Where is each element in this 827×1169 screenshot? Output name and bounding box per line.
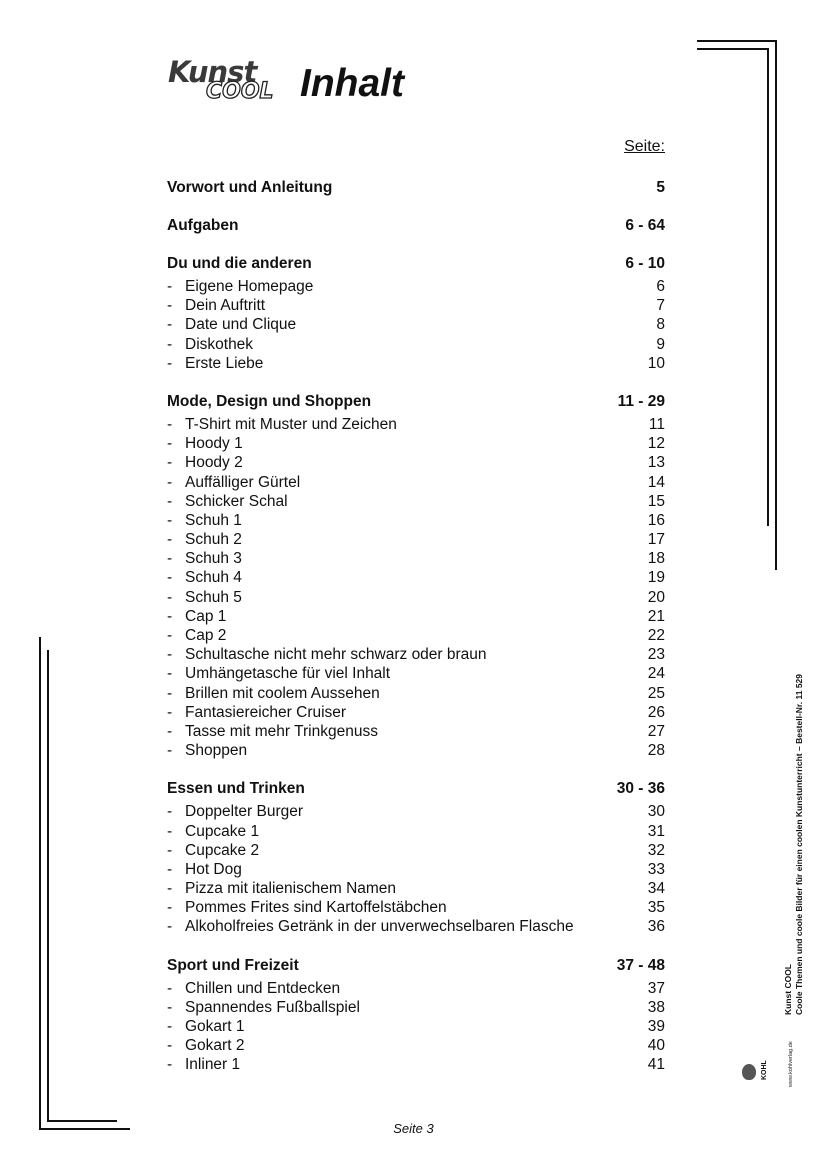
- toc-item: [167, 315, 665, 334]
- bullet-dash: -: [167, 803, 173, 821]
- toc-item-page: 18: [647, 550, 665, 568]
- toc-item-label: Hot Dog: [185, 860, 242, 878]
- toc-item-page: 38: [647, 998, 665, 1016]
- toc-item-page: 36: [647, 918, 665, 936]
- section-pages: 11 - 29: [617, 392, 665, 410]
- toc-section: [167, 246, 665, 373]
- section-heading: [167, 208, 665, 235]
- bullet-dash: -: [167, 569, 173, 587]
- toc-item-label: Diskothek: [185, 335, 254, 353]
- section-items: [167, 979, 665, 1075]
- toc-section: [167, 208, 665, 235]
- toc-item: [167, 917, 665, 936]
- toc-section: [167, 384, 665, 760]
- section-title: Du und die anderen: [167, 255, 312, 272]
- bullet-dash: -: [167, 918, 173, 936]
- section-title: Aufgaben: [167, 217, 239, 234]
- toc-item: [167, 492, 665, 511]
- bullet-dash: -: [167, 979, 173, 997]
- toc-item: [167, 684, 665, 703]
- toc-item-page: 20: [647, 588, 665, 606]
- section-pages: 6 - 10: [625, 255, 665, 272]
- toc-item-page: 32: [647, 841, 665, 859]
- section-heading: [167, 771, 665, 798]
- toc-item-page: 27: [647, 722, 665, 740]
- bullet-dash: -: [167, 1037, 173, 1055]
- toc-item: [167, 741, 665, 760]
- bullet-dash: -: [167, 880, 173, 898]
- frame-bottom-left-inner-v: [47, 650, 49, 1122]
- bullet-dash: -: [167, 354, 173, 372]
- toc-item-label: Tasse mit mehr Trinkgenuss: [185, 722, 378, 740]
- section-pages: 6 - 64: [625, 217, 665, 234]
- toc-item-page: 6: [656, 278, 665, 295]
- toc-item-page: 11: [648, 415, 665, 433]
- bullet-dash: -: [167, 531, 173, 549]
- toc-item-page: 16: [647, 511, 665, 529]
- toc-item-label: Pizza mit italienischem Namen: [185, 880, 397, 898]
- toc-item-page: 33: [647, 860, 665, 878]
- toc-item-label: Schuh 4: [185, 569, 242, 587]
- toc-item-label: Hoody 2: [185, 454, 243, 472]
- toc-item-label: Schuh 1: [185, 511, 242, 529]
- toc-item-label: Gokart 1: [185, 1018, 245, 1035]
- bullet-dash: -: [167, 860, 173, 878]
- apple-icon: [742, 1064, 756, 1080]
- toc-item-label: Schicker Schal: [185, 492, 288, 510]
- toc-item-page: 15: [647, 492, 665, 510]
- toc-item-label: Date und Clique: [185, 316, 297, 334]
- toc-item-page: 35: [647, 899, 665, 917]
- logo-cool-text: COOL: [206, 79, 274, 104]
- bullet-dash: -: [167, 841, 173, 859]
- bullet-dash: -: [167, 607, 173, 625]
- toc-item-label: Eigene Homepage: [185, 278, 314, 295]
- section-heading: [167, 170, 665, 197]
- toc-item: [167, 277, 665, 296]
- toc-item-label: Schuh 3: [185, 550, 242, 568]
- toc-item: [167, 296, 665, 315]
- toc-item-label: Auffälliger Gürtel: [185, 473, 301, 491]
- toc-item-page: 26: [647, 703, 665, 721]
- toc-item-page: 25: [647, 684, 665, 702]
- toc-item: [167, 453, 665, 472]
- section-title: Mode, Design und Shoppen: [167, 392, 372, 410]
- section-title: Essen und Trinken: [167, 780, 305, 798]
- toc-item: [167, 664, 665, 683]
- toc-item-page: 13: [647, 454, 665, 472]
- toc-item-label: Inliner 1: [185, 1056, 241, 1074]
- toc-item: [167, 434, 665, 453]
- section-items: [167, 802, 665, 936]
- toc-item: [167, 1017, 665, 1036]
- bullet-dash: -: [167, 278, 173, 295]
- toc-item-label: Cupcake 1: [185, 822, 260, 840]
- bullet-dash: -: [167, 415, 173, 433]
- toc-item: [167, 841, 665, 860]
- toc-item: [167, 473, 665, 492]
- toc-item: [167, 703, 665, 722]
- section-pages: 5: [656, 179, 665, 196]
- toc-item: [167, 645, 665, 664]
- toc-item-label: Shoppen: [185, 742, 248, 760]
- publisher-name: KOHL: [761, 1060, 768, 1080]
- toc-item: [167, 979, 665, 998]
- toc-item-label: Brillen mit coolem Aussehen: [185, 684, 380, 702]
- bullet-dash: -: [167, 297, 173, 315]
- bullet-dash: -: [167, 742, 173, 760]
- bullet-dash: -: [167, 703, 173, 721]
- section-heading: [167, 246, 665, 273]
- frame-top-right-inner-h: [697, 48, 769, 50]
- toc-item-page: 24: [647, 665, 665, 683]
- toc-item-page: 30: [647, 803, 665, 821]
- toc-item: [167, 898, 665, 917]
- toc-item-label: Chillen und Entdecken: [185, 979, 341, 997]
- toc-item-label: Schuh 2: [185, 531, 242, 549]
- bullet-dash: -: [167, 665, 173, 683]
- toc-item-label: Dein Auftritt: [185, 297, 266, 315]
- table-of-contents: [167, 138, 665, 1075]
- section-items: [167, 415, 665, 760]
- bullet-dash: -: [167, 684, 173, 702]
- logo-kunst-text: Kunst: [168, 55, 257, 89]
- bullet-dash: -: [167, 588, 173, 606]
- toc-item-label: Doppelter Burger: [185, 803, 304, 821]
- page-number: Seite 3: [393, 1121, 434, 1136]
- frame-top-right-outer-v: [775, 40, 777, 570]
- bullet-dash: -: [167, 492, 173, 510]
- toc-item-label: Gokart 2: [185, 1037, 245, 1055]
- toc-item: [167, 822, 665, 841]
- section-title: Sport und Freizeit: [167, 956, 299, 974]
- section-heading: [167, 384, 665, 411]
- toc-item: [167, 549, 665, 568]
- toc-item-page: 28: [647, 742, 665, 760]
- toc-item: [167, 568, 665, 587]
- bullet-dash: -: [167, 998, 173, 1016]
- toc-section: [167, 170, 665, 197]
- kunst-cool-logo: [168, 55, 293, 113]
- toc-item-page: 21: [647, 607, 665, 625]
- toc-item: [167, 1055, 665, 1074]
- toc-item: [167, 860, 665, 879]
- toc-item: [167, 998, 665, 1017]
- bullet-dash: -: [167, 435, 173, 453]
- toc-item-label: Cupcake 2: [185, 841, 260, 859]
- bullet-dash: -: [167, 899, 173, 917]
- toc-item: [167, 511, 665, 530]
- bullet-dash: -: [167, 316, 173, 334]
- bullet-dash: -: [167, 646, 173, 664]
- toc-item: [167, 335, 665, 354]
- toc-item-page: 14: [647, 473, 665, 491]
- toc-item-page: 40: [647, 1037, 665, 1055]
- section-title: Vorwort und Anleitung: [167, 179, 333, 196]
- toc-item-label: T-Shirt mit Muster und Zeichen: [185, 415, 397, 433]
- toc-item-label: Schultasche nicht mehr schwarz oder braun: [185, 646, 487, 664]
- toc-item-page: 10: [647, 354, 665, 372]
- bullet-dash: -: [167, 550, 173, 568]
- toc-item-page: 12: [647, 435, 665, 453]
- bullet-dash: -: [167, 1056, 173, 1074]
- bullet-dash: -: [167, 1018, 173, 1035]
- page-title: Inhalt: [300, 62, 404, 105]
- publisher-logo: [739, 1020, 771, 1088]
- section-heading: [167, 948, 665, 975]
- bullet-dash: -: [167, 822, 173, 840]
- toc-section: [167, 948, 665, 1075]
- frame-top-right-outer-h: [697, 40, 777, 42]
- toc-item-page: 34: [647, 880, 665, 898]
- toc-item-page: 37: [647, 979, 665, 997]
- toc-item-label: Pommes Frites sind Kartoffelstäbchen: [185, 899, 447, 917]
- bullet-dash: -: [167, 722, 173, 740]
- toc-item: [167, 626, 665, 645]
- bullet-dash: -: [167, 627, 173, 644]
- toc-item-page: 17: [647, 531, 665, 549]
- toc-item: [167, 722, 665, 741]
- toc-item-page: 19: [647, 569, 665, 587]
- frame-bottom-left-outer-v: [39, 637, 41, 1130]
- toc-item-label: Cap 1: [185, 607, 227, 625]
- toc-item: [167, 530, 665, 549]
- side-url: www.kohlverlag.de: [788, 1041, 794, 1087]
- toc-item-page: 9: [656, 335, 665, 353]
- section-items: [167, 277, 665, 373]
- toc-item-page: 23: [647, 646, 665, 664]
- page-column-header: Seite:: [624, 138, 665, 155]
- side-subtitle: Coole Themen und coole Bilder für einen coolen Kunstunterricht – Bestell-Nr. 11 529: [793, 673, 804, 1015]
- toc-item-page: 7: [656, 297, 665, 315]
- bullet-dash: -: [167, 454, 173, 472]
- toc-item-label: Spannendes Fußballspiel: [185, 998, 360, 1016]
- toc-item-label: Hoody 1: [185, 435, 243, 453]
- toc-item-label: Alkoholfreies Getränk in der unverwechselbaren Flasche: [185, 918, 574, 936]
- toc-item: [167, 607, 665, 626]
- toc-item-label: Cap 2: [185, 627, 227, 644]
- section-pages: 37 - 48: [616, 956, 665, 974]
- toc-item: [167, 415, 665, 434]
- toc-item-page: 22: [647, 627, 665, 644]
- toc-item-label: Umhängetasche für viel Inhalt: [185, 665, 391, 683]
- toc-item-label: Schuh 5: [185, 588, 242, 606]
- toc-item: [167, 354, 665, 373]
- side-book-info: [783, 674, 804, 1015]
- side-title: Kunst COOL: [783, 964, 793, 1015]
- toc-item: [167, 588, 665, 607]
- bullet-dash: -: [167, 335, 173, 353]
- bullet-dash: -: [167, 473, 173, 491]
- toc-item-label: Erste Liebe: [185, 354, 264, 372]
- frame-top-right-inner-v: [767, 48, 769, 526]
- toc-item-page: 41: [647, 1056, 665, 1074]
- toc-item: [167, 802, 665, 821]
- toc-item-page: 31: [647, 822, 665, 840]
- toc-item-label: Fantasiereicher Cruiser: [185, 703, 347, 721]
- section-pages: 30 - 36: [616, 780, 665, 798]
- toc-item: [167, 879, 665, 898]
- toc-section: [167, 771, 665, 936]
- toc-item-page: 8: [656, 316, 665, 334]
- toc-item-page: 39: [647, 1018, 665, 1035]
- bullet-dash: -: [167, 511, 173, 529]
- toc-item: [167, 1036, 665, 1055]
